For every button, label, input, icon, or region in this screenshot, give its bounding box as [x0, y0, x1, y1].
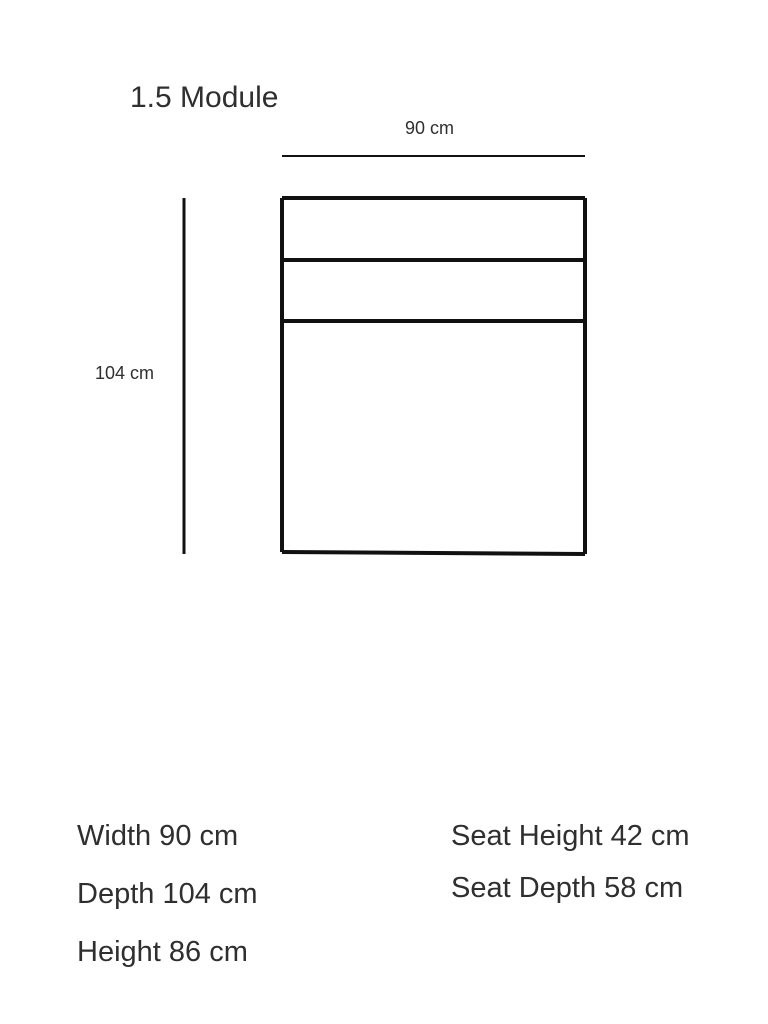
module-outline — [282, 198, 585, 554]
spec-depth: Depth 104 cm — [77, 878, 258, 910]
spec-seat-height: Seat Height 42 cm — [451, 820, 690, 852]
spec-height: Height 86 cm — [77, 936, 248, 968]
spec-seat-depth: Seat Depth 58 cm — [451, 872, 684, 904]
width-dimension-label: 90 cm — [405, 118, 455, 138]
module-bottom-edge — [282, 552, 585, 554]
spec-width: Width 90 cm — [77, 820, 239, 852]
module-title: 1.5 Module — [130, 81, 279, 114]
depth-dimension-label: 104 cm — [95, 363, 155, 383]
